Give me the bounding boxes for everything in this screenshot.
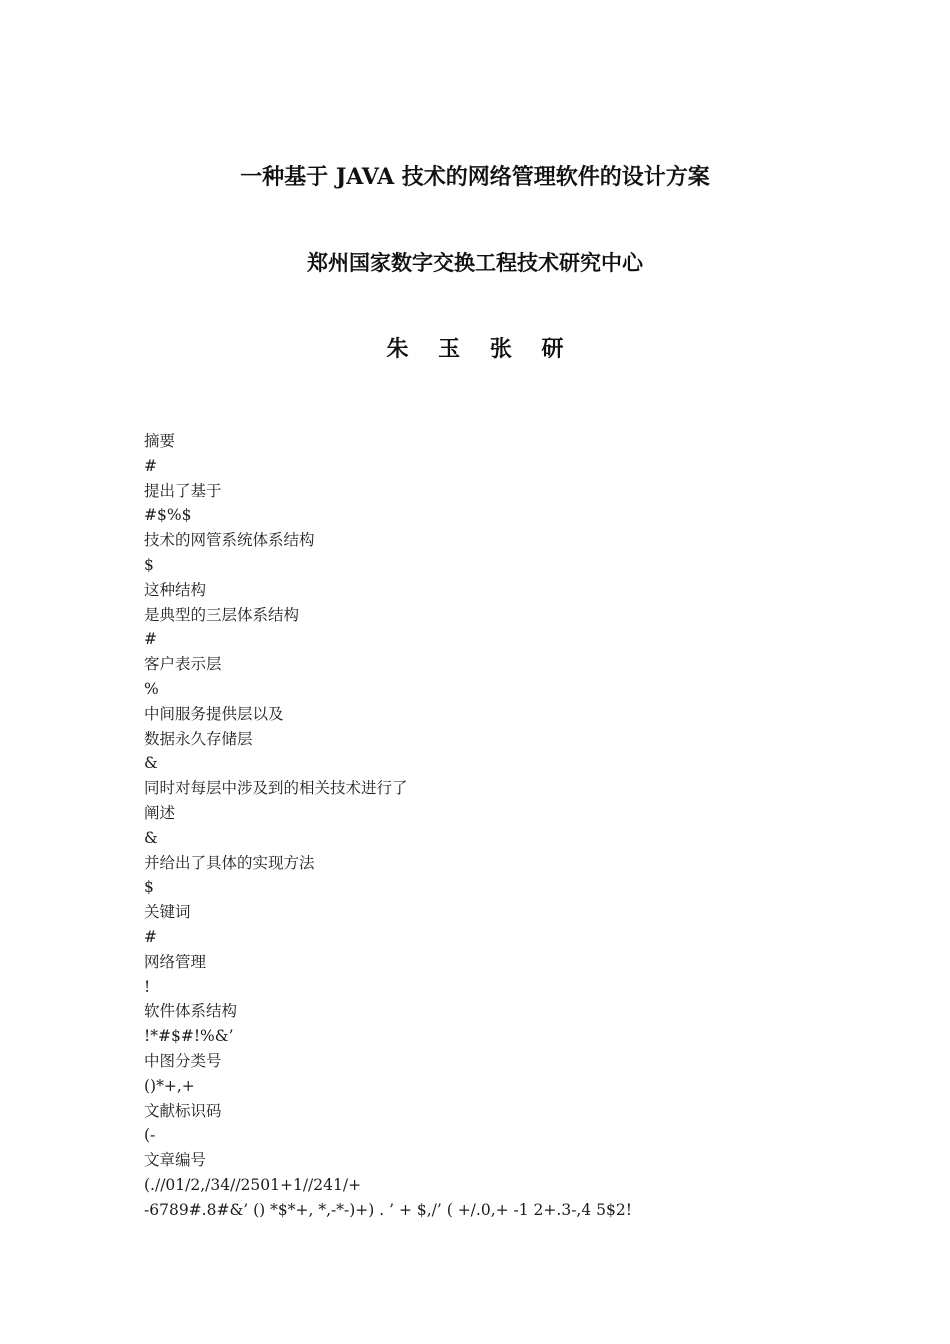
text-line: # bbox=[144, 927, 157, 946]
text-line: !*#$#!%&’ bbox=[144, 1027, 234, 1046]
text-line: ()*+,+ bbox=[144, 1076, 195, 1095]
text-line: #$%$ bbox=[144, 506, 192, 525]
text-line: # bbox=[144, 630, 157, 649]
text-line: 客户表示层 bbox=[144, 655, 222, 674]
text-line: % bbox=[144, 679, 159, 698]
article-number-heading: 文章编号 bbox=[144, 1151, 207, 1170]
keyword: 网络管理 bbox=[144, 952, 207, 971]
authors: 朱 玉 张 研 bbox=[386, 336, 575, 362]
text-line: 数据永久存储层 bbox=[144, 729, 253, 748]
text-line: $ bbox=[144, 878, 154, 897]
document-code-heading: 文献标识码 bbox=[144, 1101, 222, 1120]
text-line: 阐述 bbox=[144, 803, 176, 822]
keywords-heading: 关键词 bbox=[144, 903, 191, 922]
text-line: & bbox=[144, 828, 158, 847]
text-line: 技术的网管系统体系结构 bbox=[144, 531, 315, 550]
text-line: ! bbox=[144, 977, 151, 996]
abstract-heading: 摘要 bbox=[144, 432, 176, 450]
text-line: 这种结构 bbox=[144, 580, 207, 599]
paper-title: 一种基于 JAVA 技术的网络管理软件的设计方案 bbox=[240, 164, 710, 190]
text-line: 同时对每层中涉及到的相关技术进行了 bbox=[144, 779, 408, 798]
text-line: & bbox=[144, 754, 158, 773]
abstract-block bbox=[144, 429, 844, 1223]
keyword: 软件体系结构 bbox=[144, 1002, 238, 1021]
text-line: 并给出了具体的实现方法 bbox=[144, 853, 315, 872]
text-line: # bbox=[144, 456, 157, 475]
text-line: 中间服务提供层以及 bbox=[144, 704, 284, 723]
classification-heading: 中图分类号 bbox=[144, 1051, 222, 1070]
text-line: -6789#.8#&’ () *$*+, *,-*-)+) . ’ + $,/’ ( +/.0,+ -1 2+.3-,4 5$2! bbox=[144, 1200, 632, 1219]
text-line: (.//01/2,/34//2501+1//241/+ bbox=[144, 1175, 362, 1194]
text-line: $ bbox=[144, 555, 154, 574]
text-line: (- bbox=[144, 1126, 156, 1145]
text-line: 提出了基于 bbox=[144, 481, 222, 500]
affiliation: 郑州国家数字交换工程技术研究中心 bbox=[307, 250, 643, 275]
text-line: 是典型的三层体系结构 bbox=[144, 605, 300, 624]
